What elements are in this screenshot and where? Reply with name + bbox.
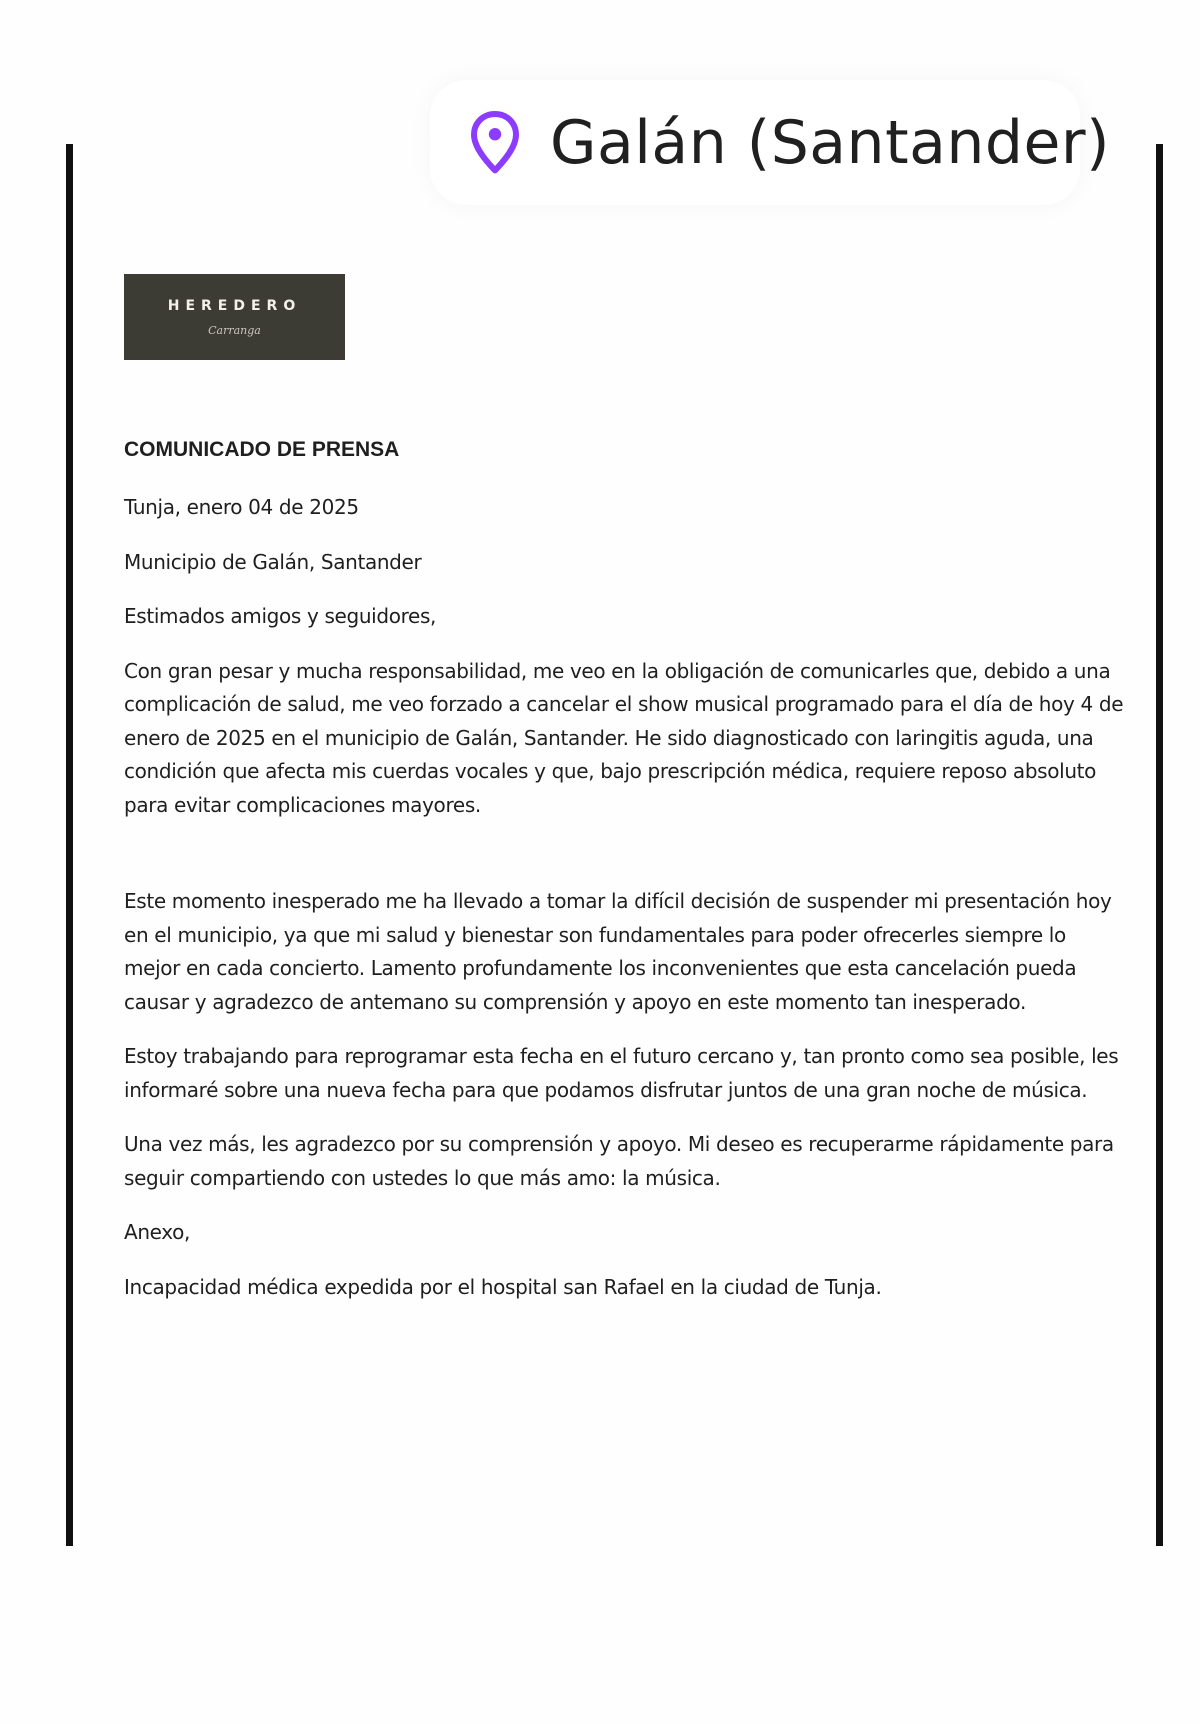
paragraph-decision: Este momento inesperado me ha llevado a tomar la difícil decisión de suspender mi presentación hoy en el municipio, ya que mi salud y bienestar son fundamentales para poder ofrecerles siempre lo mejor en cada concierto. Lamento profundamente los inconvenientes que esta cancelación pueda causar y agradezco de antemano su comprensión y apoyo en este momento tan inesperado.: [124, 889, 1112, 1014]
right-page-border: [1156, 144, 1163, 1546]
map-pin-icon: [468, 110, 522, 176]
location-line: Municipio de Galán, Santander: [124, 549, 422, 574]
press-release-title: COMUNICADO DE PRENSA: [124, 438, 400, 461]
location-tag: [430, 80, 1110, 205]
left-page-border: [66, 144, 73, 1546]
press-release: [124, 433, 1124, 1325]
logo-subtitle: Carranga: [208, 324, 261, 337]
annex-label: Anexo,: [124, 1220, 191, 1244]
annex-text: Incapacidad médica expedida por el hospital san Rafael en la ciudad de Tunja.: [124, 1274, 882, 1299]
paragraph-thanks: Una vez más, les agradezco por su comprensión y apoyo. Mi deseo es recuperarme rápidamente para seguir compartiendo con ustedes lo que más amo: la música.: [124, 1132, 1114, 1190]
date-line: Tunja, enero 04 de 2025: [124, 495, 359, 519]
paragraph-spacer: [124, 843, 1124, 885]
paragraph-health-cancellation: Con gran pesar y mucha responsabilidad, me veo en la obligación de comunicarles que, debido a una complicación de salud, me veo forzado a cancelar el show musical programado para el día de hoy 4 de enero de 2025 en el municipio de Galán, Santander. He sido diagnosticado con laringitis aguda, una condición que afecta mis cuerdas vocales y que, bajo prescripción médica, requiere reposo absoluto para evitar complicaciones mayores.: [124, 658, 1124, 817]
heredero-logo: [124, 274, 345, 360]
greeting: Estimados amigos y seguidores,: [124, 604, 437, 628]
logo-brand: HEREDERO: [167, 298, 302, 314]
location-label: Galán (Santander): [550, 107, 1110, 178]
paragraph-rescheduling: Estoy trabajando para reprogramar esta fecha en el futuro cercano y, tan pronto como sea posible, les informaré sobre una nueva fecha para que podamos disfrutar juntos de una gran noche de música.: [124, 1044, 1119, 1102]
